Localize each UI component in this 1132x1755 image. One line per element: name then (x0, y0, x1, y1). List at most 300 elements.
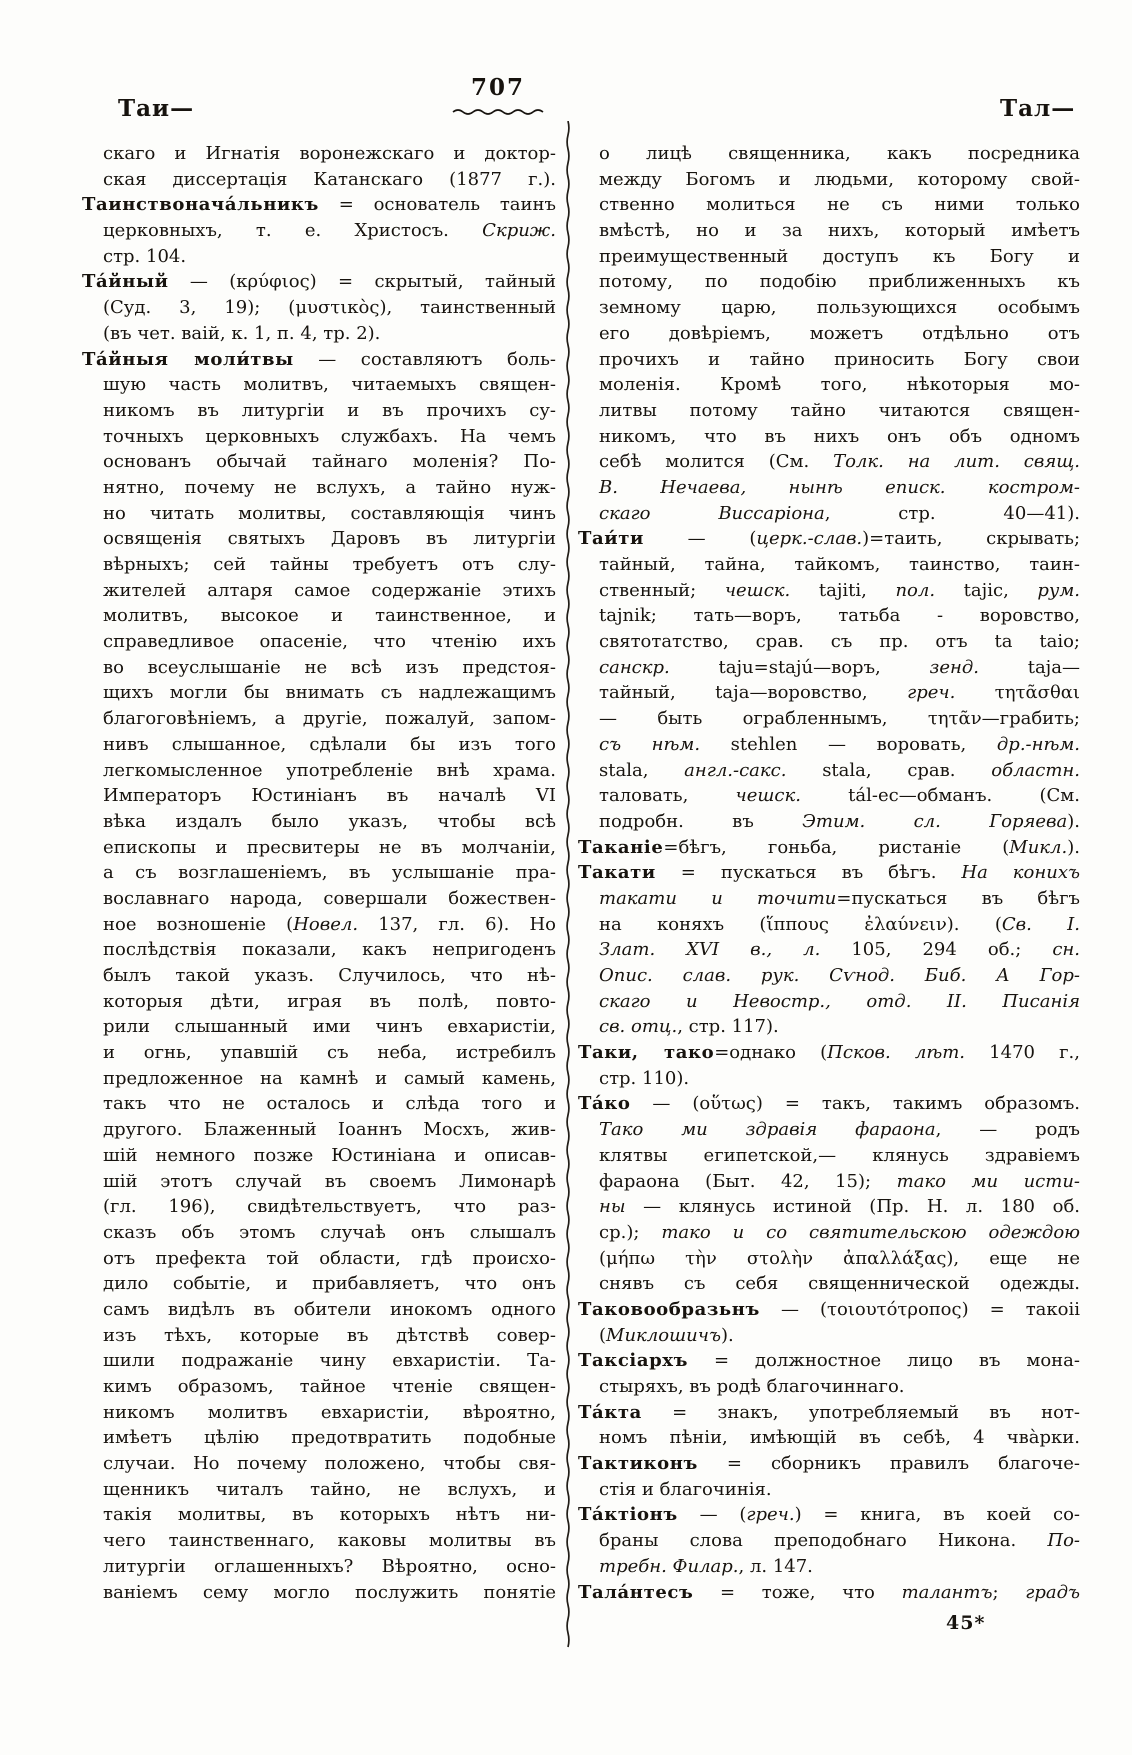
text-line (578, 912, 1080, 938)
text-segment: ) = скрытый, тайный (309, 271, 556, 293)
entry-headword-line (578, 1348, 1080, 1374)
text-segment: литвы потому тайно читаются священ- (599, 399, 1080, 421)
text-segment: На конихъ (961, 862, 1080, 884)
text-segment: ), таинственный (379, 297, 557, 319)
text-segment: изъ тѣхъ, которые въ дѣтствѣ совер- (103, 1324, 556, 1346)
text-segment: скаго и Невостр., отд. II. Писанія (599, 990, 1080, 1012)
text-segment: ) = такоіі (961, 1298, 1080, 1320)
text-line (578, 321, 1080, 347)
text-segment: = основатель таинъ (318, 194, 556, 216)
text-segment: вославнаго народа, совершали божествен- (103, 887, 556, 909)
text-segment: Микл. (1009, 836, 1068, 858)
text-line (578, 783, 1080, 809)
text-segment: μυστικὸς (295, 297, 380, 319)
text-segment: кимъ образомъ, тайное чтеніе священ- (103, 1376, 556, 1397)
text-line (578, 1477, 1080, 1503)
headword: Таки, тако (578, 1042, 715, 1064)
text-segment: шій немного позже Юстиніана и описав- (103, 1144, 556, 1166)
text-line (578, 424, 1080, 450)
text-segment: ное возношеніе ( (103, 913, 294, 935)
text-line (578, 989, 1080, 1015)
text-line (82, 1425, 556, 1451)
text-line (578, 1117, 1080, 1143)
text-line (82, 167, 556, 193)
text-line (578, 603, 1080, 629)
text-segment: Новел. (293, 913, 359, 935)
text-segment: ственный; (599, 579, 725, 601)
headword: Таинствонача́льникъ (82, 194, 319, 216)
text-segment: = тоже, что (693, 1581, 902, 1603)
text-line (578, 1246, 1080, 1272)
text-line (82, 475, 556, 501)
text-line (578, 963, 1080, 989)
page-number-flourish-icon (452, 106, 544, 118)
entry-headword-line (578, 1400, 1080, 1426)
entry-headword-line (578, 1040, 1080, 1066)
text-segment: 105, 294 об.; (820, 939, 1053, 961)
text-line (82, 1143, 556, 1169)
entry-headword-line (82, 347, 556, 373)
text-line (82, 1400, 556, 1426)
text-segment: ἵππους ἐλαύνειν (766, 913, 947, 935)
text-line (578, 1194, 1080, 1220)
text-line (82, 1271, 556, 1297)
text-segment: браны слова преподобнаго Никона. (599, 1530, 1048, 1552)
text-line (82, 655, 556, 681)
text-segment: англ.-сакс. (684, 759, 787, 781)
text-line (578, 398, 1080, 424)
text-segment: стр. 104. (103, 245, 187, 267)
text-line (82, 1091, 556, 1117)
entry-headword-line (82, 192, 556, 218)
text-line (82, 1528, 556, 1554)
text-line (82, 680, 556, 706)
text-segment: себѣ молится (См. (599, 451, 834, 473)
text-segment: стыряхъ, въ родѣ благочиннаго. (599, 1376, 905, 1397)
text-segment: — ( (643, 528, 757, 550)
text-line (82, 758, 556, 784)
text-segment: самъ видѣлъ въ обители инокомъ одного (103, 1298, 556, 1320)
text-segment: молитвъ, высокое и таинственное, и (103, 605, 556, 627)
text-line (578, 244, 1080, 270)
text-segment: , л. 147. (738, 1555, 813, 1577)
text-segment: ). (1067, 810, 1080, 832)
text-segment: имѣетъ цѣлію предотвратить подобные (103, 1427, 556, 1449)
text-line (82, 501, 556, 527)
text-line (82, 629, 556, 655)
page-number: 707 (470, 74, 525, 101)
text-segment: — клянусь истиной (Пр. Н. л. 180 об. (625, 1196, 1080, 1218)
entry-headword-line (578, 1297, 1080, 1323)
text-segment: о лицѣ священника, какъ посредника (599, 143, 1080, 164)
text-segment: никомъ въ литургіи и въ прочихъ су- (103, 399, 556, 421)
text-line (82, 141, 556, 167)
text-segment: скаго и Игнатія воронежскаго и доктор- (103, 143, 556, 164)
text-segment: таловать, (599, 785, 736, 807)
text-line (82, 989, 556, 1015)
text-segment: — ( (630, 1093, 700, 1115)
text-segment: ср.); (599, 1221, 662, 1243)
text-segment: ; (992, 1581, 1026, 1603)
text-segment: ская диссертація Катанскаго (1877 г.). (103, 168, 556, 190)
text-segment: τητᾶν (927, 708, 982, 730)
text-segment: =пускаться въ бѣгъ (836, 887, 1080, 909)
text-segment: ). (1067, 836, 1080, 858)
text-line (82, 783, 556, 809)
text-segment: земному царю, пользующихся особымъ (599, 297, 1080, 319)
text-segment: чего таинственнаго, каковы молитвы въ (103, 1530, 556, 1552)
text-line (82, 706, 556, 732)
text-line (82, 218, 556, 244)
text-segment: τητᾶσθαι (994, 682, 1080, 704)
text-segment: стія и благочинія. (599, 1478, 772, 1500)
text-segment: οὕτως (699, 1093, 756, 1115)
text-line (82, 1169, 556, 1195)
text-line (82, 1194, 556, 1220)
text-line (82, 578, 556, 604)
text-segment: ( (599, 1324, 607, 1346)
text-segment: taja— (978, 656, 1080, 678)
text-line (578, 475, 1080, 501)
text-line (82, 963, 556, 989)
text-segment: = должностное лицо въ мона- (688, 1350, 1080, 1372)
text-segment: нивъ слышанное, сдѣлали бы изъ того (103, 733, 556, 755)
text-segment: Скриж. (482, 220, 556, 242)
text-segment: Псков. лѣт. (827, 1042, 966, 1064)
text-segment: греч. (907, 682, 956, 704)
text-segment: нятно, почему не вслухъ, а тайно нуж- (103, 476, 556, 498)
headword: Таксіархъ (578, 1350, 689, 1372)
text-line (82, 372, 556, 398)
text-segment: ) = такъ, такимъ образомъ. (755, 1093, 1080, 1115)
text-segment: tál-ec—обманъ. (См. (800, 785, 1081, 807)
text-segment: церк.-слав. (756, 528, 863, 550)
text-segment: точныхъ церковныхъ службахъ. На чемъ (103, 425, 556, 447)
text-line (578, 937, 1080, 963)
text-line (578, 449, 1080, 475)
text-segment: tajnik; тать—воръ, татьба - воровство, (599, 605, 1080, 627)
text-segment: областн. (991, 759, 1080, 781)
text-line (82, 1014, 556, 1040)
text-segment: снявъ съ себя священнической одежды. (599, 1273, 1080, 1295)
text-segment: — быть ограбленнымъ, (599, 708, 928, 730)
text-line (578, 552, 1080, 578)
text-segment: вѣка издалъ было указъ, чтобы всѣ (103, 810, 556, 832)
text-segment: такъ что не осталось и слѣда того и (103, 1093, 556, 1115)
text-segment: послѣдствія показали, какъ непригоденъ (103, 939, 556, 961)
text-segment: справедливое опасеніе, что чтенію ихъ (103, 631, 556, 653)
text-line (578, 218, 1080, 244)
text-segment: — ( (168, 271, 237, 293)
text-segment: (въ чет. ваій, к. 1, п. 4, тр. 2). (103, 322, 381, 344)
text-segment: епископы и пресвитеры не въ молчаніи, (103, 836, 556, 858)
text-segment: Св. І. (1001, 913, 1080, 935)
text-segment: ). (720, 1324, 734, 1346)
text-line (82, 526, 556, 552)
text-segment: талантъ (901, 1581, 993, 1603)
text-segment: , стр. 117). (677, 1016, 779, 1038)
text-segment: (гл. 196), свидѣтельствуетъ, что раз- (103, 1196, 556, 1218)
text-line (578, 578, 1080, 604)
text-segment: вмѣстѣ, но и за нихъ, который имѣетъ (599, 220, 1080, 242)
text-segment: ны (599, 1196, 626, 1218)
text-segment: на коняхъ ( (599, 913, 767, 935)
text-segment: чешск. (735, 785, 801, 807)
text-segment: , стр. 40—41). (824, 502, 1080, 524)
text-segment: Толк. на лит. свящ. (833, 451, 1080, 473)
text-segment: чешск. (724, 579, 791, 601)
text-line (82, 1297, 556, 1323)
text-segment: = пускаться въ бѣгъ. (655, 862, 962, 884)
text-segment: съ нѣм. (599, 733, 701, 755)
text-segment: св. отц. (599, 1016, 678, 1038)
text-segment: tajiti, (790, 579, 896, 601)
text-line (578, 706, 1080, 732)
text-line (82, 603, 556, 629)
text-segment: taju=stajú—воръ, (669, 656, 930, 678)
text-segment: во всеуслышаніе не всѣ изъ предстоя- (103, 656, 556, 678)
text-line (578, 295, 1080, 321)
text-segment: клятвы египетской,— клянусь здравіемъ (599, 1144, 1080, 1166)
text-segment: stehlen — воровать, (700, 733, 997, 755)
text-line (578, 501, 1080, 527)
text-segment: шій этотъ случай въ своемъ Лимонарѣ (103, 1170, 556, 1192)
headword: Такати (578, 862, 656, 884)
text-line (578, 1425, 1080, 1451)
text-line (82, 886, 556, 912)
text-segment: случаи. Но почему положено, чтобы свя- (103, 1453, 556, 1475)
text-segment: былъ такой указъ. Случилось, что нѣ- (103, 965, 556, 986)
text-segment: сн. (1052, 939, 1081, 961)
text-line (82, 1323, 556, 1349)
text-line (578, 1271, 1080, 1297)
text-line (578, 809, 1080, 835)
text-segment: ственно молиться не съ ними только (599, 194, 1080, 216)
text-segment: рум. (1037, 579, 1080, 601)
headword: Таи́ти (578, 528, 644, 550)
text-segment: санскр. (599, 656, 670, 678)
text-line (578, 1374, 1080, 1400)
text-segment: Императоръ Юстиніанъ въ началѣ VI (103, 785, 556, 807)
text-segment: Миклошичъ (606, 1324, 721, 1346)
text-line (578, 1220, 1080, 1246)
text-segment: =однако ( (714, 1042, 828, 1064)
text-segment: потому, по подобію приближенныхъ къ (599, 271, 1080, 293)
headword: Таканіе (578, 836, 664, 858)
text-line (578, 1323, 1080, 1349)
text-line (82, 295, 556, 321)
text-segment: —грабить; (981, 708, 1080, 730)
text-line (82, 1040, 556, 1066)
text-segment: дило событіе, и прибавляетъ, что онъ (103, 1273, 556, 1295)
text-segment: stala, срав. (786, 759, 992, 781)
text-segment: 1470 г., (965, 1042, 1080, 1064)
text-segment: 137, гл. 6). Но (358, 913, 556, 935)
text-segment: ) = книга, въ коей со- (794, 1504, 1080, 1526)
text-columns (82, 141, 1080, 1605)
entry-headword-line (578, 860, 1080, 886)
text-line (578, 1014, 1080, 1040)
text-segment: церковныхъ, т. е. Христосъ. (103, 220, 483, 242)
column-divider-line (563, 121, 573, 1651)
text-line (82, 1451, 556, 1477)
text-segment: шую часть молитвъ, читаемыхъ священ- (103, 374, 556, 396)
text-segment: святотатство, срав. съ пр. отъ ta taio; (599, 631, 1080, 653)
text-segment: щенникъ читалъ тайно, не вслухъ, и (103, 1478, 556, 1500)
printer-signature: 45* (946, 1612, 986, 1634)
headword: Та́йный (82, 271, 169, 293)
text-segment: греч. (746, 1504, 795, 1526)
text-line (578, 372, 1080, 398)
text-line (578, 269, 1080, 295)
text-segment: номъ пѣніи, имѣющій въ себѣ, 4 чва̀рки. (599, 1427, 1080, 1449)
text-line (578, 1554, 1080, 1580)
text-line (82, 1220, 556, 1246)
text-segment: легкомысленное употребленіе внѣ храма. (103, 759, 556, 781)
text-line (82, 449, 556, 475)
text-line (578, 758, 1080, 784)
headword: Тала́нтесъ (578, 1581, 694, 1603)
text-segment: κρύφιος (236, 271, 310, 293)
text-segment: др.-нѣм. (996, 733, 1081, 755)
text-line (82, 244, 556, 270)
text-segment: Опис. слав. рук. Сѵнод. Биб. А Гор- (599, 965, 1080, 986)
text-segment: τοιουτότροπος (827, 1298, 962, 1320)
text-segment: но читать молитвы, составляющія чинъ (103, 502, 556, 524)
text-segment: между Богомъ и людьми, которому свой- (599, 168, 1080, 190)
text-segment: )=таить, скрывать; (862, 528, 1081, 550)
headword: Та́йныя моли́твы (82, 348, 294, 370)
text-line (578, 732, 1080, 758)
text-segment: которыя дѣти, играя въ полѣ, повто- (103, 990, 556, 1012)
text-line (82, 835, 556, 861)
running-head-left: Таи— (118, 95, 195, 122)
text-segment: стр. 110). (599, 1067, 690, 1089)
text-line (578, 1143, 1080, 1169)
running-head-right: Тал— (1000, 95, 1076, 122)
text-segment: , — родъ (935, 1119, 1081, 1141)
text-line (578, 680, 1080, 706)
text-segment: скаго Виссаріона (599, 502, 825, 524)
text-line (82, 732, 556, 758)
headword: Таковообразьнъ (578, 1298, 760, 1320)
text-segment: (Суд. 3, 19); ( (103, 297, 296, 319)
text-line (578, 1066, 1080, 1092)
text-segment: Тако ми здравія фараона (599, 1119, 936, 1141)
text-segment: такати и точити (599, 887, 837, 909)
text-line (578, 347, 1080, 373)
text-segment: такія молитвы, въ которыхъ нѣтъ ни- (103, 1504, 556, 1526)
text-segment: μήπω τὴν στολὴν ἀπαλλάξας (606, 1247, 947, 1269)
text-segment: предложенное на камнѣ и самый камень, (103, 1067, 556, 1089)
text-segment: преимущественный доступъ къ Богу и (599, 245, 1080, 267)
text-line (82, 1502, 556, 1528)
text-segment: другого. Блаженный Іоаннъ Мосхъ, жив- (103, 1119, 556, 1141)
text-segment: ваніемъ сему могло послужить понятіе (103, 1581, 556, 1603)
text-line (82, 1477, 556, 1503)
headword: Тактиконъ (578, 1453, 698, 1475)
text-segment: литургіи оглашенныхъ? Вѣроятно, осно- (103, 1555, 556, 1577)
text-segment: = знакъ, употребляемый въ нот- (641, 1401, 1080, 1423)
text-line (82, 398, 556, 424)
text-segment: tajic, (935, 579, 1038, 601)
text-line (82, 1246, 556, 1272)
text-segment: жителей алтаря самое содержаніе этихъ (103, 579, 556, 601)
text-segment: — составляютъ боль- (293, 348, 556, 370)
text-segment: требн. Филар. (599, 1555, 739, 1577)
text-segment: В. Нечаева, нынѣ еписк. костром- (599, 476, 1080, 498)
text-line (82, 809, 556, 835)
text-line (82, 937, 556, 963)
entry-headword-line (82, 269, 556, 295)
text-segment: моленія. Кромѣ того, нѣкоторыя мо- (599, 374, 1080, 396)
entry-headword-line (578, 1580, 1080, 1606)
text-segment: вѣрныхъ; сей тайны требуетъ отъ слу- (103, 554, 556, 575)
entry-headword-line (578, 526, 1080, 552)
text-line (82, 424, 556, 450)
text-segment: ( (599, 1247, 607, 1269)
entry-headword-line (578, 1451, 1080, 1477)
text-line (82, 1580, 556, 1606)
headword: Та́ктіонъ (578, 1504, 678, 1526)
text-segment: Злат. XVI в., л. (599, 939, 821, 961)
text-segment: ). ( (946, 913, 1002, 935)
text-line (578, 655, 1080, 681)
column-gap (556, 141, 578, 1605)
headword: Та́кта (578, 1401, 642, 1423)
text-segment: — ( (759, 1298, 827, 1320)
text-line (578, 141, 1080, 167)
text-segment: тайный, тайна, тайкомъ, таинство, таин- (599, 554, 1080, 575)
text-segment: По- (1047, 1530, 1080, 1552)
text-segment: никомъ, что въ нихъ онъ объ одномъ (599, 425, 1080, 447)
text-line (578, 1528, 1080, 1554)
text-segment: Этим. сл. Горяева (802, 810, 1068, 832)
text-segment: stala, (599, 759, 685, 781)
text-segment: щихъ могли бы внимать съ надлежащимъ (103, 682, 556, 704)
text-segment: градъ (1025, 1581, 1080, 1603)
text-line (578, 192, 1080, 218)
text-segment: шили подражаніе чину евхаристіи. Та- (103, 1350, 556, 1372)
text-segment: сказъ объ этомъ случаѣ онъ слышалъ (103, 1221, 556, 1243)
text-segment: рили слышанный ими чинъ евхаристіи, (103, 1016, 556, 1038)
text-line (82, 1066, 556, 1092)
text-line (578, 167, 1080, 193)
text-segment: а съ возглашеніемъ, въ услышаніе пра- (103, 862, 556, 884)
text-line (82, 321, 556, 347)
text-segment: благоговѣніемъ, а другіе, пожалуй, запом- (103, 708, 556, 730)
text-segment: зенд. (929, 656, 979, 678)
text-segment: =бѣгъ, гоньба, ристаніе ( (663, 836, 1010, 858)
text-segment: освященія святыхъ Даровъ въ литургіи (103, 528, 556, 550)
text-segment: его довѣріемъ, можетъ отдѣльно отъ (599, 322, 1080, 344)
text-segment: основанъ обычай тайнаго моленія? По- (103, 451, 556, 473)
text-segment (955, 682, 994, 703)
text-segment: прочихъ и тайно приносить Богу свои (599, 348, 1080, 370)
text-line (82, 1374, 556, 1400)
text-segment: и огнь, упавшій съ неба, истребилъ (103, 1042, 556, 1064)
text-line (578, 629, 1080, 655)
text-segment: фараона (Быт. 42, 15); (599, 1170, 897, 1192)
text-segment: = сборникъ правилъ благоче- (697, 1453, 1080, 1475)
text-line (82, 912, 556, 938)
entry-headword-line (578, 835, 1080, 861)
headword: Та́ко (578, 1093, 631, 1115)
text-segment: отъ префекта той области, гдѣ происхо- (103, 1247, 556, 1269)
text-segment: — ( (677, 1504, 747, 1526)
column-left (82, 141, 556, 1605)
text-line (82, 860, 556, 886)
